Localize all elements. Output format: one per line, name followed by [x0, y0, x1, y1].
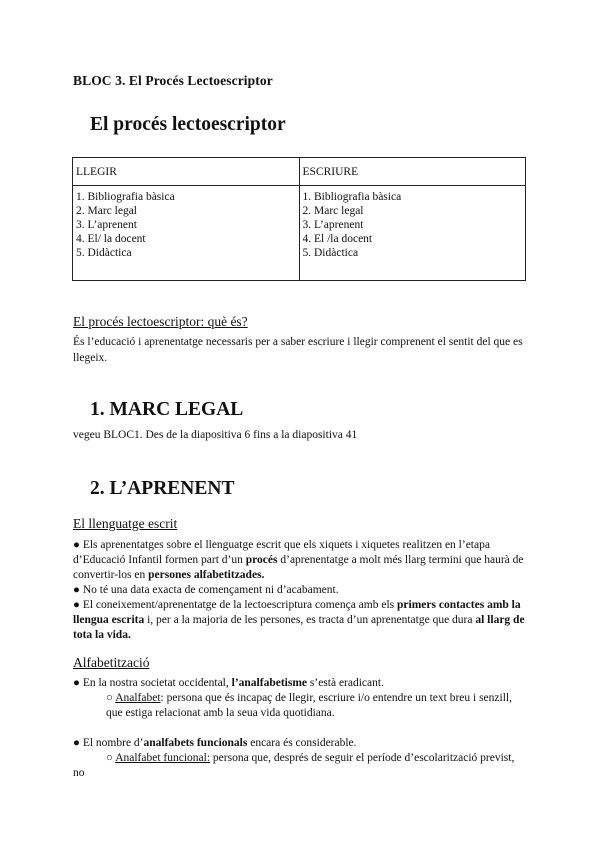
bold-text: l’analfabetisme	[231, 677, 308, 689]
definition-term: Analfabet	[115, 692, 161, 704]
bullet-item: ● No té una data exacta de començament ni d’acabament.	[73, 584, 339, 596]
definition-text: : persona que és incapaç de llegir, escriure i/o entendre un text breu i senzill, que estiga relacionat amb la seua vida quotidiana.	[106, 692, 512, 719]
topics-table	[72, 157, 526, 281]
col-header-llegir: LLEGIR	[73, 158, 300, 186]
spacer	[73, 721, 528, 736]
list-item: 4. El /la docent	[302, 233, 373, 245]
section-title-marc-legal: 1. MARC LEGAL	[90, 399, 244, 420]
bullet-text: ● El coneixement/aprenentatge de la lectoescriptura comença amb els	[73, 599, 398, 611]
intro-heading: El procés lectoescriptor: què és?	[73, 314, 248, 329]
bloc-title: BLOC 3. El Procés Lectoescriptor	[73, 73, 273, 88]
circle-bullet-icon: ○	[106, 692, 116, 704]
intro-text: És l’educació i aprenentatge necessaris per a saber escriure i llegir comprenent el sentit del que es llegeix.	[73, 336, 523, 364]
marc-legal-text: vegeu BLOC1. Des de la diapositiva 6 fins a la diapositiva 41	[73, 429, 358, 441]
bold-text: analfabets funcionals	[143, 737, 248, 749]
alfabetitzacio-bullets	[73, 676, 528, 781]
llegir-cell	[73, 186, 300, 281]
definition-indent	[73, 691, 528, 721]
bold-text: al llarg de tota la vida.	[73, 614, 525, 641]
bullet-item	[73, 538, 528, 583]
list-item: 1. Bibliografia bàsica	[76, 191, 175, 203]
definition-item	[73, 751, 528, 781]
llenguatge-escrit-bullets	[73, 538, 528, 643]
col-header-escriure: ESCRIURE	[299, 158, 526, 186]
circle-bullet-icon: ○	[106, 752, 116, 764]
list-item: 3. L’aprenent	[302, 219, 364, 231]
list-item: 2. Marc legal	[76, 205, 137, 217]
list-item: 3. L’aprenent	[76, 219, 137, 231]
bold-text: primers contactes amb la llengua escrita	[73, 599, 521, 626]
llenguatge-escrit-heading: El llenguatge escrit	[73, 516, 178, 531]
bullet-item	[73, 676, 528, 691]
definition-term: Analfabet funcional:	[115, 752, 211, 764]
bullet-text: s’està eradicant.	[307, 677, 384, 689]
list-item: 4. El/ la docent	[76, 233, 146, 245]
bullet-text: i, per a la majoria de les persones, es tracta d’un aprenentatge que dura	[144, 614, 476, 626]
table-body-row	[73, 186, 526, 281]
list-item: 2. Marc legal	[302, 205, 364, 217]
table-header-row	[73, 158, 526, 186]
bullet-text: ● Els aprenentatges sobre el llenguatge escrit que els xiquets i xiquetes realitzen en l’etapa d’Educació Infantil formen part d’un	[73, 539, 490, 566]
escriure-cell	[299, 186, 526, 281]
bullet-text: ● El nombre d’	[73, 737, 144, 749]
list-item: 5. Didàctica	[76, 247, 132, 259]
definition-item	[73, 691, 528, 721]
escriure-list	[303, 190, 523, 260]
bold-text: procés	[245, 554, 278, 566]
main-title: El procés lectoescriptor	[90, 114, 286, 135]
section-title-aprenent: 2. L’APRENENT	[90, 478, 235, 499]
definition-indent	[73, 752, 514, 779]
bullet-text: encara és considerable.	[247, 737, 357, 749]
bold-text: persones alfabetitzades.	[148, 569, 265, 581]
bullet-item	[73, 736, 528, 751]
list-item: 5. Didàctica	[302, 247, 359, 259]
list-item: 1. Bibliografia bàsica	[302, 191, 402, 203]
llegir-list	[76, 190, 296, 260]
definition-text: persona que, després de seguir el període d’escolarització previst, no	[73, 752, 515, 779]
bullet-item	[73, 598, 528, 643]
bullet-text: d’aprenentatge a molt més llarg termini que haurà de convertir-los en	[73, 554, 524, 581]
bullet-text: ● En la nostra societat occidental,	[73, 677, 232, 689]
alfabetitzacio-heading: Alfabetització	[73, 655, 150, 670]
